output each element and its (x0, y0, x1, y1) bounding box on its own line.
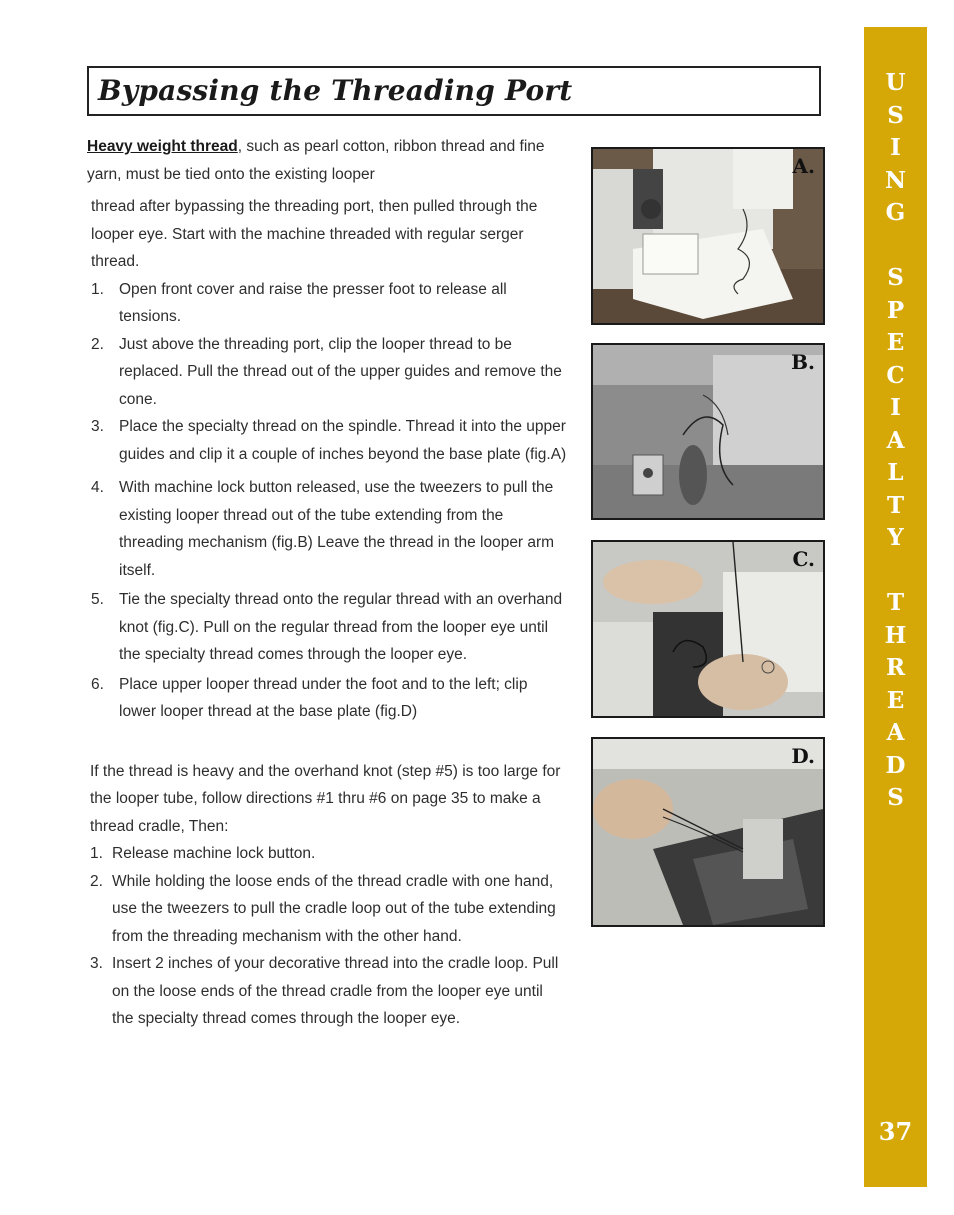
sidebar-letter: L (887, 459, 904, 486)
figure-c (591, 540, 825, 718)
list-item (87, 331, 567, 414)
figure-d-label: D. (791, 744, 815, 768)
list-item (87, 950, 567, 1033)
sidebar-letter: R (885, 654, 906, 681)
figure-a (591, 147, 825, 325)
step-text: Tie the specialty thread onto the regular thread with an overhand knot (fig.C). Pull on the regular thread from the looper eye until the specialty thread comes through the looper eye. (119, 591, 563, 663)
step-text: While holding the loose ends of the thread cradle with one hand, use the tweezers to pull the cradle loop out of the tube extending from the threading mechanism with the other hand. (112, 872, 556, 945)
sidebar-letter: S (887, 784, 904, 811)
step-number: 6. (91, 675, 104, 693)
intro-rest: , such as pearl cotton, ribbon thread and fine yarn, must be tied onto the existing looper (87, 138, 545, 183)
list-item (87, 868, 567, 951)
sidebar-letter: H (884, 621, 907, 649)
list-item (87, 276, 567, 331)
section-sidebar (864, 27, 927, 1187)
step-text: Place the specialty thread on the spindle. Thread it into the upper guides and clip it a couple of inches beyond the base plate (fig.A) (119, 418, 567, 463)
page-title: Bypassing the Threading Port (98, 74, 573, 107)
sidebar-letter: T (886, 491, 905, 519)
sidebar-letter: N (884, 166, 907, 194)
sidebar-letter: C (886, 361, 905, 389)
body-text (87, 133, 567, 1033)
step-text: Open front cover and raise the presser foot to release all tensions. (119, 280, 507, 325)
step-number: 3. (90, 955, 103, 972)
figure-d-photo (593, 739, 823, 925)
figure-c-photo (593, 542, 823, 716)
step-text: Release machine lock button. (112, 845, 316, 862)
figure-a-photo (593, 149, 823, 323)
sidebar-letter: E (886, 329, 905, 356)
list-item (87, 586, 567, 669)
sidebar-letter: S (887, 264, 904, 291)
step-number: 3. (91, 418, 104, 435)
sidebar-letter: Y (887, 524, 904, 551)
step-number: 5. (91, 591, 104, 608)
steps-list-2 (87, 840, 567, 1033)
step-number: 2. (90, 872, 103, 890)
list-item (87, 413, 567, 468)
figure-d (591, 737, 825, 927)
figure-a-label: A. (792, 154, 815, 178)
sidebar-letter: I (890, 134, 901, 161)
sidebar-letter: S (887, 101, 904, 129)
steps-list-1 (87, 276, 567, 726)
sidebar-letter: E (886, 686, 905, 714)
intro-lead: Heavy weight thread (87, 138, 238, 155)
list-item (87, 840, 567, 868)
step-text: With machine lock button released, use the tweezers to pull the existing looper thread out of the tube extending from the threading mechanism (fig.B) Leave the thread in the looper arm itself. (119, 479, 555, 579)
title-box (87, 66, 821, 116)
sidebar-letter: P (886, 296, 905, 324)
page-number: 37 (878, 1117, 913, 1146)
sidebar-letter: A (886, 719, 905, 746)
sidebar-letter: I (890, 394, 901, 421)
intro-continuation: thread after bypassing the threading port, then pulled through the looper eye. Start with the machine threaded with regular serger thread. (91, 198, 538, 270)
step-text: Insert 2 inches of your decorative thread into the cradle loop. Pull on the loose ends of the thread cradle from the looper eye until the specialty thread comes through the looper eye. (112, 955, 559, 1027)
thread-cradle-paragraph: If the thread is heavy and the overhand knot (step #5) is too large for the looper tube, follow directions #1 thru #6 on page 35 to make a thread cradle, Then: (90, 762, 561, 835)
sidebar-letter: T (886, 589, 905, 616)
sidebar-letter (864, 555, 927, 588)
intro-paragraph (87, 133, 567, 188)
section-title-vertical (864, 67, 927, 815)
sidebar-letter (864, 230, 927, 263)
step-text: Place upper looper thread under the foot and to the left; clip lower looper thread at the base plate (fig.D) (119, 675, 528, 720)
figure-b-photo (593, 345, 823, 518)
step-number: 2. (91, 335, 104, 353)
sidebar-letter: U (885, 69, 906, 96)
sidebar-letter: G (885, 199, 906, 226)
list-item (87, 474, 567, 584)
figure-c-label: C. (792, 547, 815, 571)
figure-b (591, 343, 825, 520)
figure-b-label: B. (791, 350, 815, 374)
list-item (87, 671, 567, 726)
sidebar-letter: A (886, 426, 905, 454)
step-number: 1. (90, 845, 103, 862)
step-number: 1. (91, 280, 104, 298)
step-text: Just above the threading port, clip the looper thread to be replaced. Pull the thread out of the upper guides and remove the cone. (119, 335, 562, 408)
sidebar-letter: D (885, 751, 906, 779)
step-number: 4. (91, 479, 104, 496)
